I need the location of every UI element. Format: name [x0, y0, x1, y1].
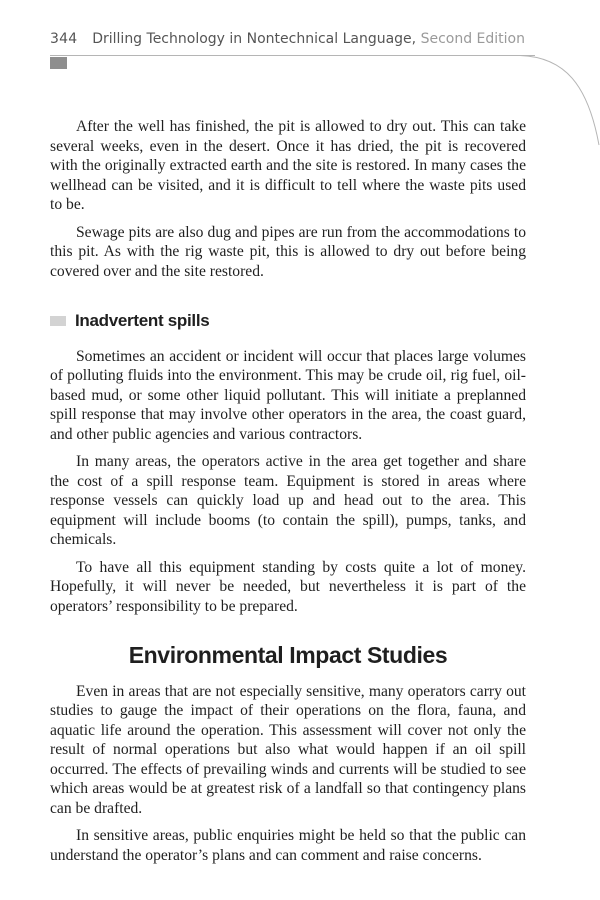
running-head	[92, 31, 525, 47]
paragraph: After the well has finished, the pit is allowed to dry out. This can take several weeks, even in the desert. Once it has dried, the pit is recovered with the originally extracted earth and the site is restored. In many cases the wellhead can be visited, and it is difficult to tell where the waste pits used to be.	[50, 118, 526, 213]
page-header	[0, 0, 600, 80]
major-heading: Environmental Impact Studies	[128, 642, 448, 668]
section-heading	[50, 311, 526, 331]
paragraph: In sensitive areas, public enquiries might be held so that the public can understand the operator’s plans and can comment and raise concerns.	[50, 827, 526, 864]
book-title: Drilling Technology in Nontechnical Language,	[92, 31, 417, 47]
section-heading-text: Inadvertent spills	[75, 311, 210, 330]
paragraph: Even in areas that are not especially sensitive, many operators carry out studies to gauge the impact of their operations on the flora, fauna, and aquatic life around the operation. This assessment will cover not only the result of normal operations but also what would happen if an oil spill occurred. The effects of prevailing winds and currents will be studied to see which areas would be at greatest risk of a landfall so that contingency plans can be drafted.	[50, 682, 526, 817]
paragraph: To have all this equipment standing by costs quite a lot of money. Hopefully, it will never be needed, but nevertheless it is part of the operators’ responsibility to be prepared.	[50, 558, 526, 615]
paragraph: Sometimes an accident or incident will occur that places large volumes of polluting fluids into the environment. This may be crude oil, rig fuel, oil-based mud, or some other liquid pollutant. This will initiate a preplanned spill response that may involve other operators in the area, the coast guard, and other public agencies and various contractors.	[50, 347, 526, 443]
paragraph: Sewage pits are also dug and pipes are run from the accommodations to this pit. As with the rig waste pit, this is allowed to dry out before being covered over and the site restored.	[50, 223, 526, 280]
header-marker-block	[50, 57, 67, 69]
heading-marker	[50, 316, 66, 326]
page-corner-curve	[520, 55, 600, 150]
edition-label: Second Edition	[420, 31, 525, 47]
header-rule	[50, 55, 535, 56]
page-number: 344	[50, 31, 78, 47]
page-content	[50, 117, 526, 873]
paragraph: In many areas, the operators active in the area get together and share the cost of a spill response team. Equipment is stored in areas where response vessels can quickly load up and head out to the area. This equipment will include booms (to contain the spill), pumps, tanks, and chemicals.	[50, 453, 526, 548]
